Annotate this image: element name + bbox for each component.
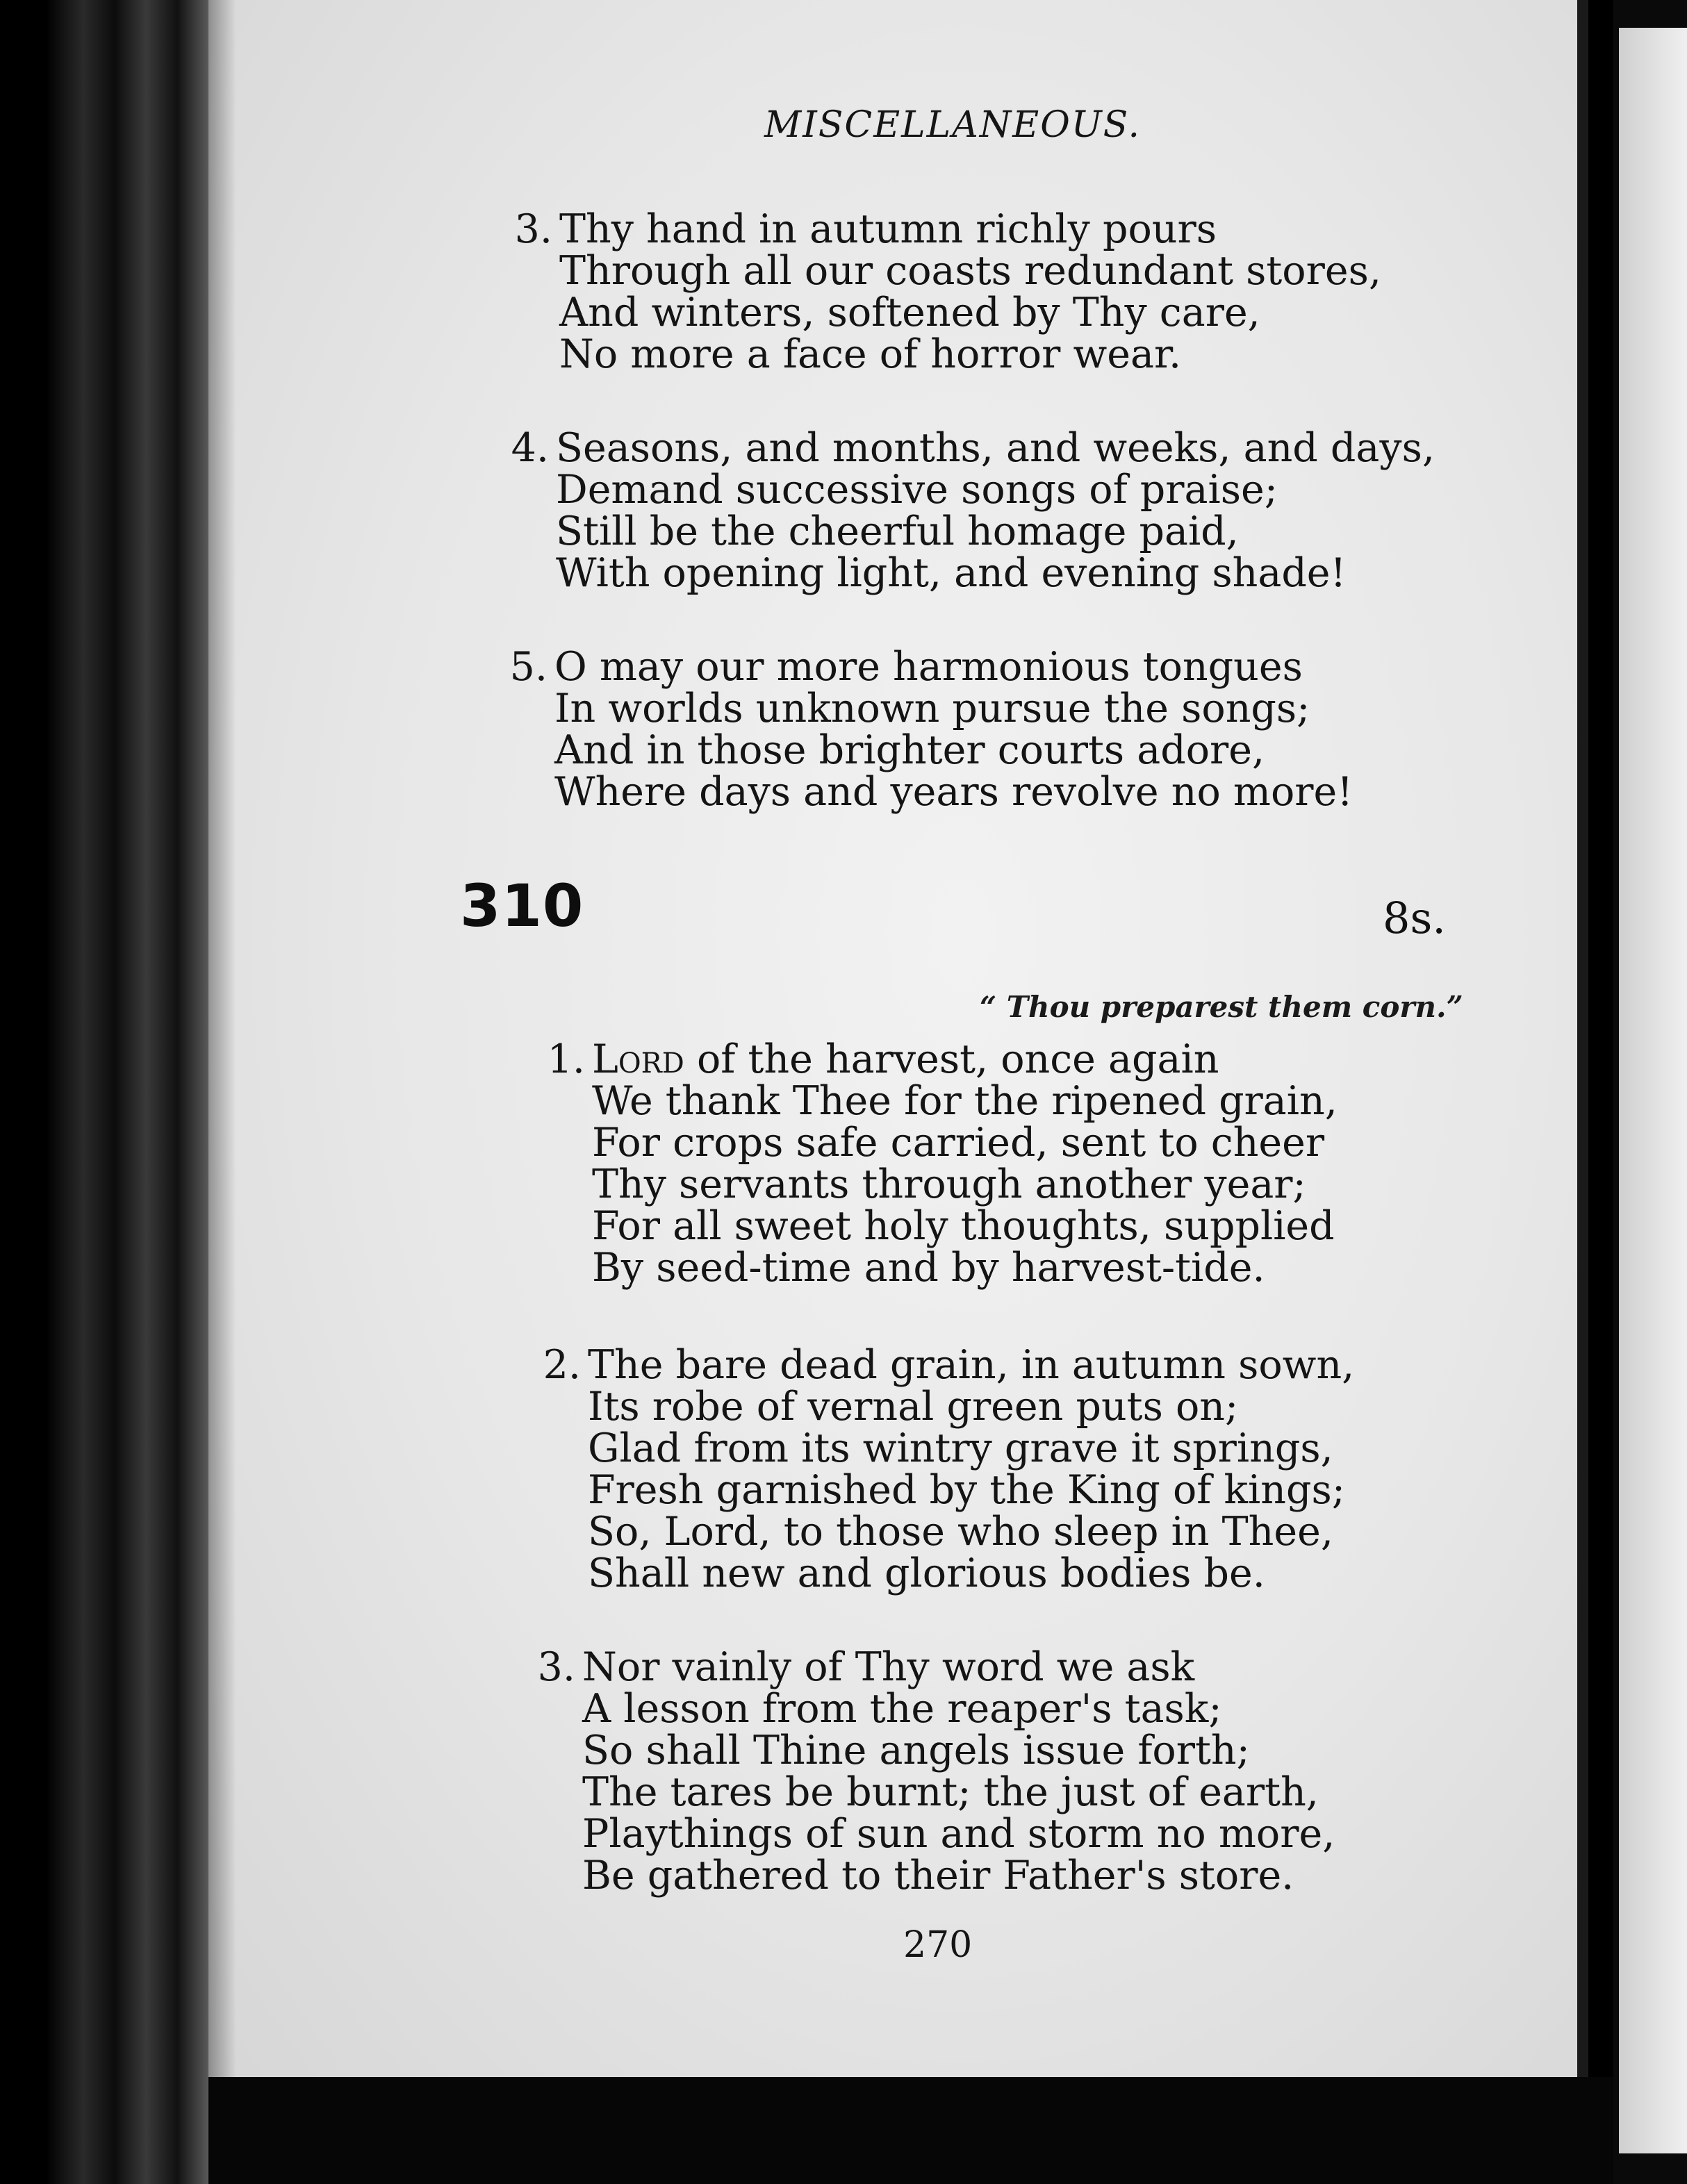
running-head: MISCELLANEOUS.	[764, 104, 1141, 146]
stanza-number: 5.	[509, 644, 548, 690]
verse-line: The tares be burnt; the just of earth,	[582, 1769, 1319, 1815]
stanza-number: 4.	[511, 425, 549, 471]
verse-line: We thank Thee for the ripened grain,	[592, 1078, 1338, 1124]
book-spine-edge	[0, 0, 208, 2184]
verse-line: Nor vainly of Thy word we ask	[582, 1644, 1195, 1690]
verse-line: Thy hand in autumn richly pours	[559, 206, 1217, 252]
gutter-shadow	[208, 0, 236, 2077]
verse-line: For all sweet holy thoughts, supplied	[592, 1203, 1335, 1249]
hymn-number: 310	[460, 872, 584, 940]
verse-line: Still be the cheerful homage paid,	[556, 508, 1239, 554]
verse-line: A lesson from the reaper's task;	[582, 1686, 1222, 1732]
verse-line: With opening light, and evening shade!	[556, 550, 1347, 596]
stanza-1	[547, 1036, 1338, 1291]
verse-line: Thy servants through another year;	[592, 1161, 1306, 1207]
verse-line: Be gathered to their Father's store.	[582, 1853, 1294, 1898]
hymn-meter: 8s.	[1383, 893, 1446, 943]
stanza-number: 3.	[514, 206, 552, 252]
verse-line: And in those brighter courts adore,	[554, 727, 1265, 773]
hymn-epigraph: “ Thou preparest them corn.”	[980, 990, 1463, 1024]
stanza-number: 2.	[543, 1342, 581, 1388]
verse-line: Its robe of vernal green puts on;	[588, 1384, 1239, 1430]
verse-line: Through all our coasts redundant stores,	[559, 248, 1381, 294]
verse-line: Fresh garnished by the King of kings;	[588, 1467, 1345, 1513]
verse-line-rest: of the harvest, once again	[684, 1036, 1219, 1082]
verse-line: So, Lord, to those who sleep in Thee,	[588, 1509, 1333, 1555]
stanza-3	[537, 1644, 1335, 1898]
verse-line: For crops safe carried, sent to cheer	[592, 1120, 1325, 1166]
scan-bottom-border	[208, 2077, 1613, 2184]
stanza-2	[543, 1342, 1355, 1596]
page-number: 270	[903, 1924, 973, 1966]
verse-line: O may our more harmonious tongues	[554, 644, 1303, 690]
facing-page-sliver	[1619, 28, 1687, 2153]
stanza-prev-3	[514, 206, 1381, 377]
verse-line	[592, 1036, 1338, 1082]
verse-line: Shall new and glorious bodies be.	[588, 1550, 1265, 1596]
verse-line: Demand successive songs of praise;	[556, 467, 1278, 513]
verse-line: Playthings of sun and storm no more,	[582, 1811, 1335, 1857]
verse-line: No more a face of horror wear.	[559, 331, 1182, 377]
first-word: Lord	[592, 1036, 684, 1082]
stanza-prev-5	[509, 644, 1353, 815]
verse-line: And winters, softened by Thy care,	[559, 290, 1260, 336]
verse-line: Seasons, and months, and weeks, and days,	[556, 425, 1435, 471]
verse-line: By seed-time and by harvest-tide.	[592, 1245, 1265, 1291]
stanza-number: 1.	[547, 1036, 585, 1082]
verse-line: The bare dead grain, in autumn sown,	[588, 1342, 1355, 1388]
stanza-prev-4	[511, 425, 1435, 596]
verse-line: Glad from its wintry grave it springs,	[588, 1425, 1333, 1471]
verse-line: So shall Thine angels issue forth;	[582, 1728, 1250, 1773]
stanza-number: 3.	[537, 1644, 575, 1690]
verse-line: In worlds unknown pursue the songs;	[554, 686, 1310, 731]
verse-line: Where days and years revolve no more!	[554, 769, 1353, 815]
